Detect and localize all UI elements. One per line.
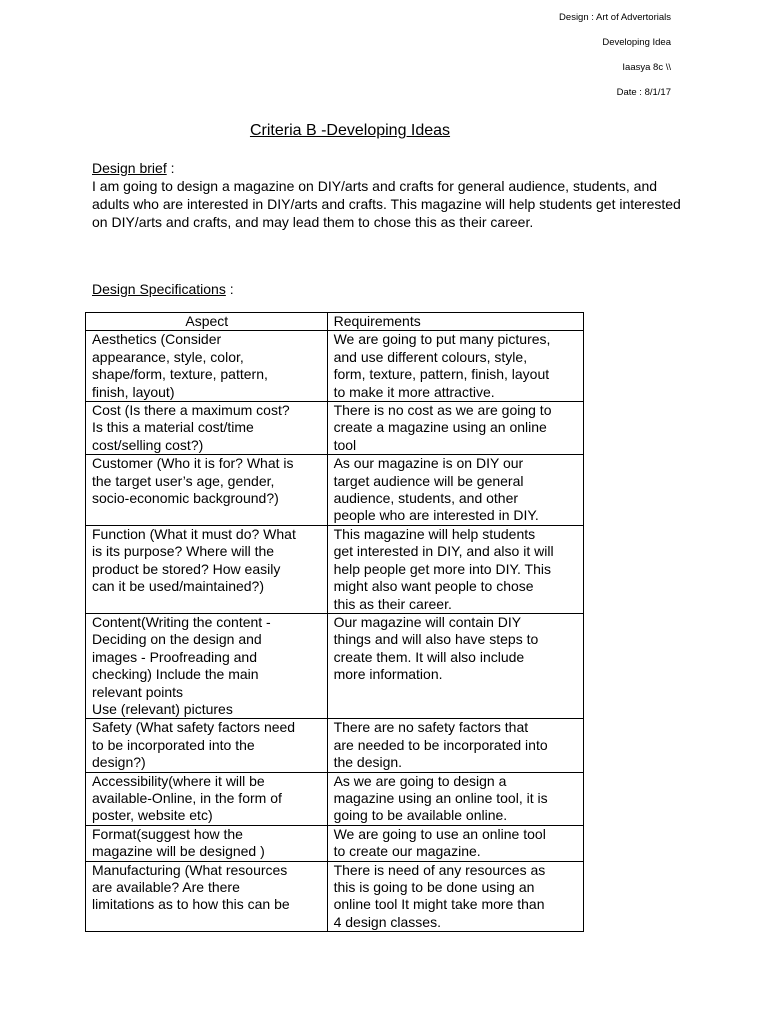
design-brief-text: I am going to design a magazine on DIY/arts and crafts for general audience, students, and adults who are interested in DIY/arts and crafts. This magazine will help students get interested on DIY/arts and crafts, and may lead them to chose this as their career. [92, 178, 681, 230]
requirement-cell: We are going to put many pictures, and use different colours, style, form, texture, pattern, finish, layout to make it more attractive. [327, 331, 583, 402]
page-title-text: Criteria B -Developing Ideas [249, 122, 451, 139]
table-row [86, 455, 584, 526]
design-brief-label: Design brief [92, 160, 167, 176]
table-row [86, 613, 584, 718]
aspect-cell: Format(suggest how the magazine will be designed ) [86, 825, 328, 861]
aspect-cell: Manufacturing (What resources are available? Are there limitations as to how this can be [86, 861, 328, 932]
column-header-aspect: Aspect [86, 313, 328, 331]
header-date: Date : 8/1/17 [616, 87, 671, 98]
table-row [86, 331, 584, 402]
requirement-cell: This magazine will help students get interested in DIY, and also it will help people get more into DIY. This might also want people to chose this as their career. [327, 525, 583, 613]
aspect-cell: Safety (What safety factors need to be incorporated into the design?) [86, 719, 328, 772]
design-specifications-heading [92, 280, 234, 298]
table-row [86, 719, 584, 772]
aspect-cell: Accessibility(where it will be available-Online, in the form of poster, website etc) [86, 772, 328, 825]
table-row [86, 825, 584, 861]
design-brief-suffix: : [166, 160, 175, 176]
aspect-cell: Content(Writing the content - Deciding on the design and images - Proofreading and checking) Include the main relevant points Use (relevant) pictures [86, 613, 328, 718]
aspect-cell: Customer (Who it is for? What is the target user’s age, gender, socio-economic background?) [86, 455, 328, 526]
table-row [86, 772, 584, 825]
design-specifications-suffix: : [225, 281, 234, 297]
column-header-requirements: Requirements [327, 313, 583, 331]
table-row [86, 861, 584, 932]
design-brief-heading [92, 159, 174, 177]
requirement-cell: There is no cost as we are going to create a magazine using an online tool [327, 402, 583, 455]
header-subtitle: Developing Idea [602, 37, 671, 48]
aspect-cell: Cost (Is there a maximum cost? Is this a material cost/time cost/selling cost?) [86, 402, 328, 455]
page-title [0, 122, 768, 140]
table-row [86, 525, 584, 613]
table-header-row [86, 313, 584, 331]
requirement-cell: As our magazine is on DIY our target audience will be general audience, students, and other people who are interested in DIY. [327, 455, 583, 526]
requirement-cell: Our magazine will contain DIY things and will also have steps to create them. It will also include more information. [327, 613, 583, 718]
header-student: Iaasya 8c \\ [622, 62, 671, 73]
specifications-table [85, 312, 584, 932]
aspect-cell: Aesthetics (Consider appearance, style, color, shape/form, texture, pattern, finish, layout) [86, 331, 328, 402]
requirement-cell: As we are going to design a magazine using an online tool, it is going to be available online. [327, 772, 583, 825]
requirement-cell: There are no safety factors that are needed to be incorporated into the design. [327, 719, 583, 772]
table-row [86, 402, 584, 455]
requirement-cell: There is need of any resources as this is going to be done using an online tool It might take more than 4 design classes. [327, 861, 583, 932]
requirement-cell: We are going to use an online tool to create our magazine. [327, 825, 583, 861]
design-specifications-label: Design Specifications [92, 281, 226, 297]
aspect-cell: Function (What it must do? What is its purpose? Where will the product be stored? How easily can it be used/maintained?) [86, 525, 328, 613]
header-course: Design : Art of Advertorials [559, 12, 671, 23]
